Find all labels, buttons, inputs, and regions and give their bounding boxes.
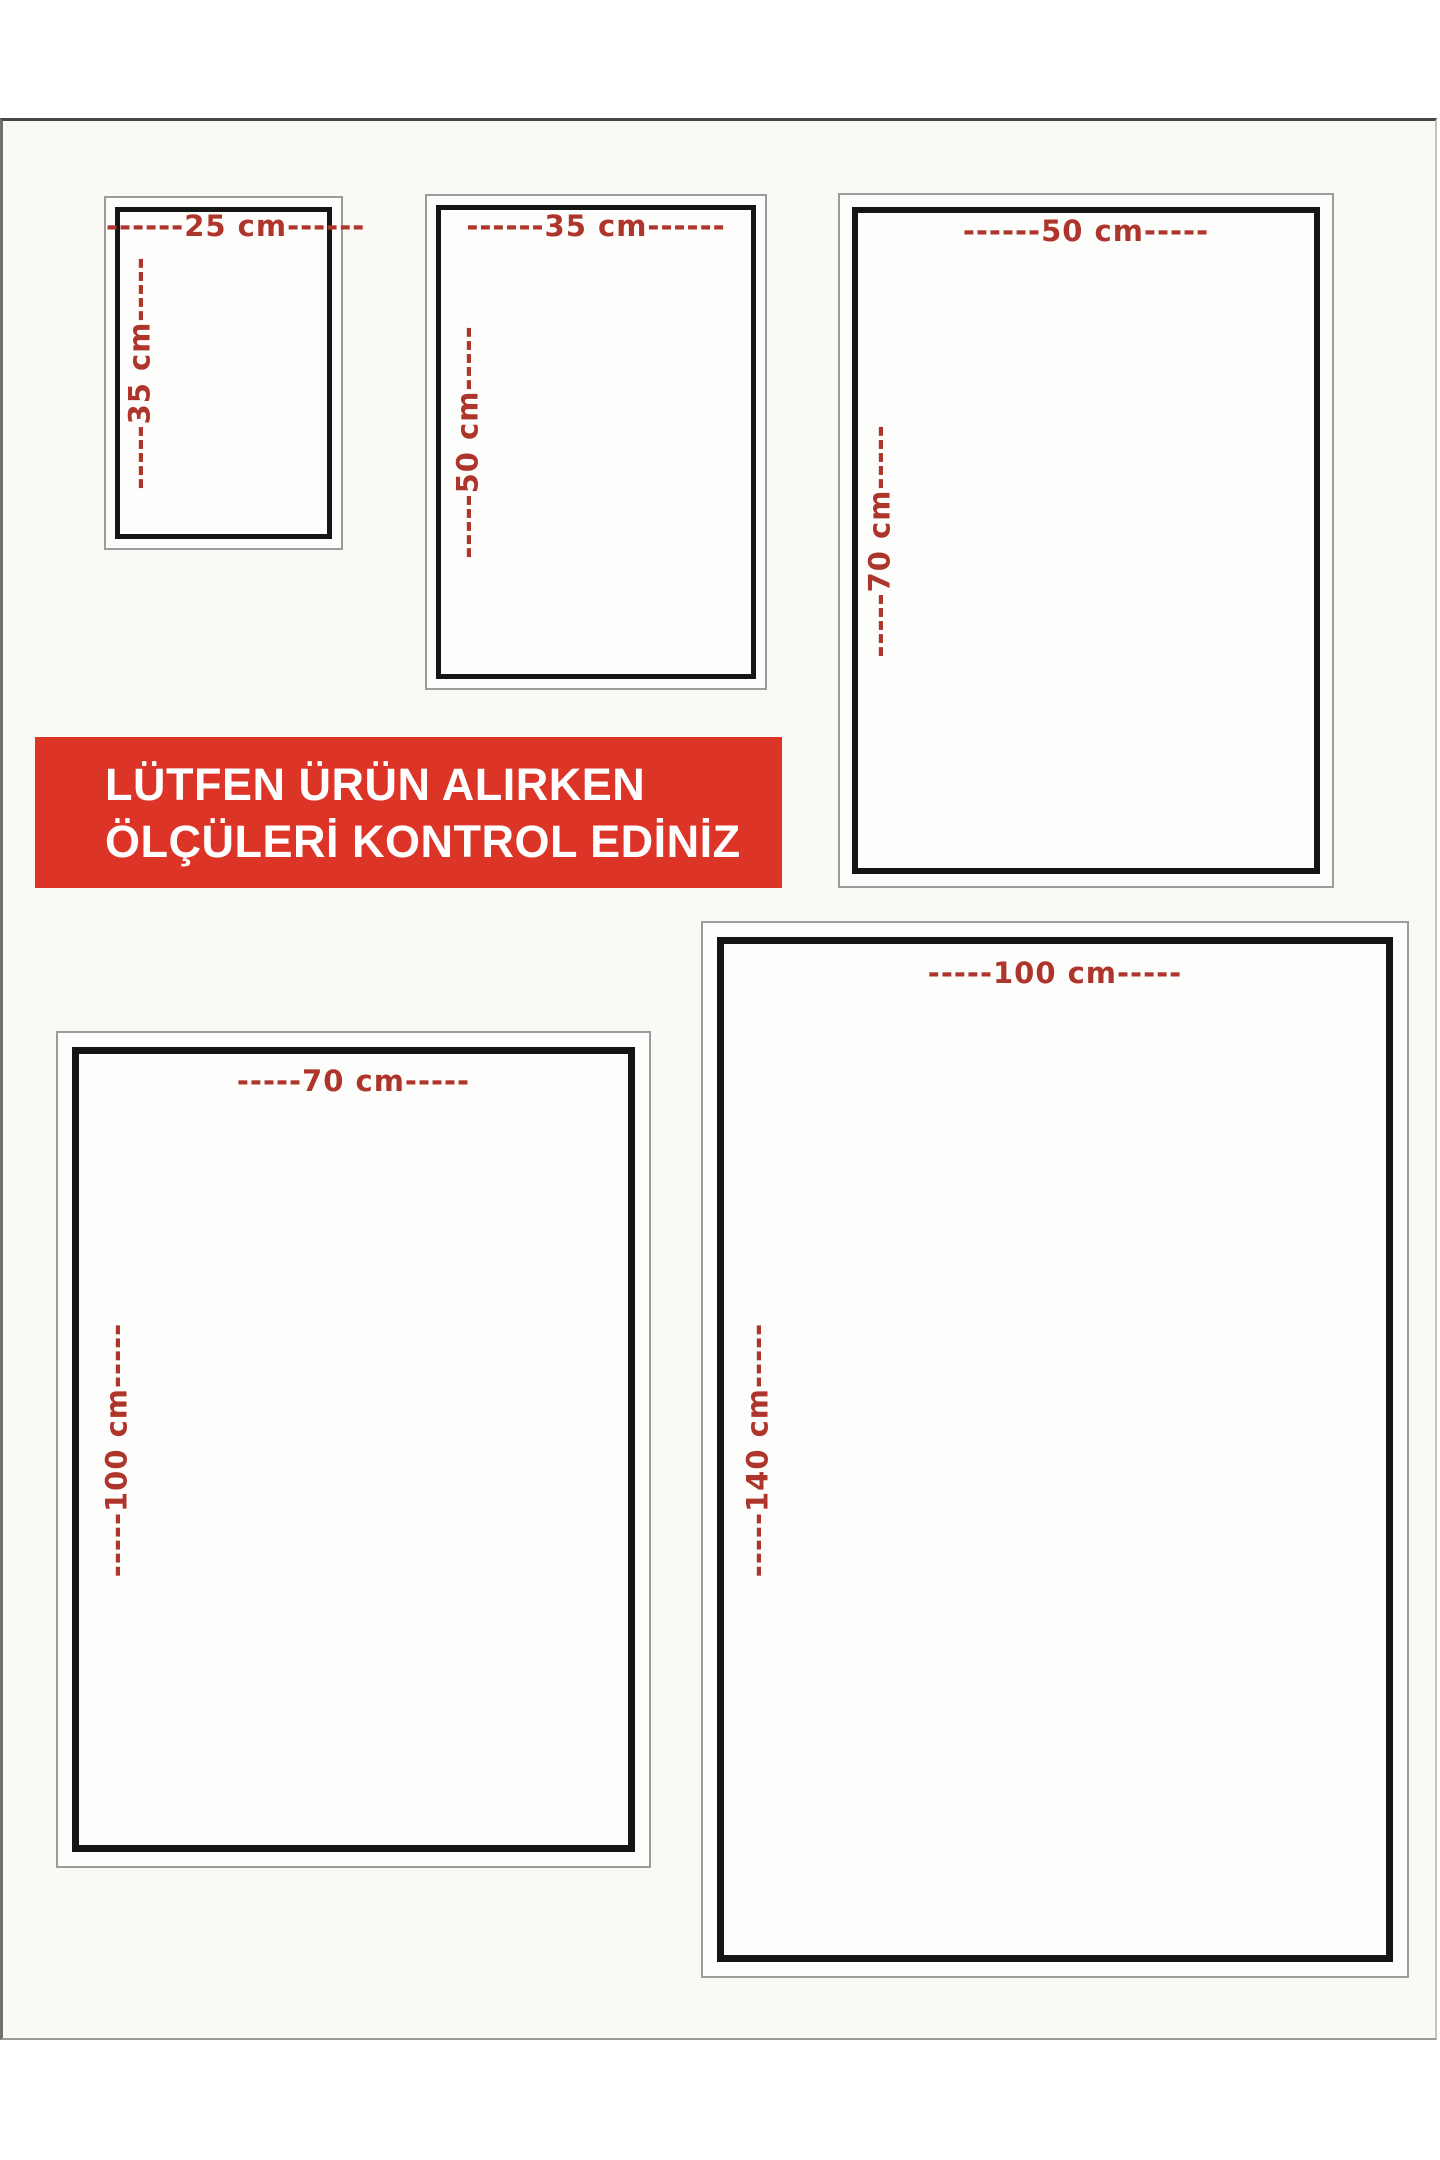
size-box-100x140-border	[717, 937, 1393, 1962]
warning-line-1: LÜTFEN ÜRÜN ALIRKEN	[105, 758, 646, 810]
width-dimension-label: ------35 cm------	[466, 209, 726, 243]
product-sheet	[0, 118, 1437, 2040]
height-dimension-label: -----140 cm-----	[740, 1322, 775, 1577]
size-box-25x35	[104, 196, 366, 550]
size-box-35x50	[425, 194, 767, 690]
height-dimension-label: -----35 cm-----	[122, 256, 157, 490]
height-dimension-label: -----100 cm-----	[99, 1322, 134, 1577]
height-dimension-label: -----70 cm-----	[862, 423, 897, 658]
warning-banner	[35, 737, 782, 888]
height-dimension-label: -----50 cm-----	[450, 325, 485, 559]
size-box-70x100-border	[72, 1047, 635, 1852]
width-dimension-label: ------50 cm-----	[962, 214, 1210, 248]
warning-line-2: ÖLÇÜLERİ KONTROL EDİNİZ	[105, 815, 741, 867]
width-dimension-label: -----100 cm-----	[927, 956, 1183, 990]
width-dimension-label: ------25 cm------	[106, 209, 366, 243]
size-box-100x140	[701, 921, 1409, 1978]
size-box-50x70-border	[852, 207, 1320, 874]
size-box-50x70	[838, 193, 1334, 888]
size-box-70x100	[56, 1031, 651, 1868]
width-dimension-label: -----70 cm-----	[236, 1064, 471, 1098]
